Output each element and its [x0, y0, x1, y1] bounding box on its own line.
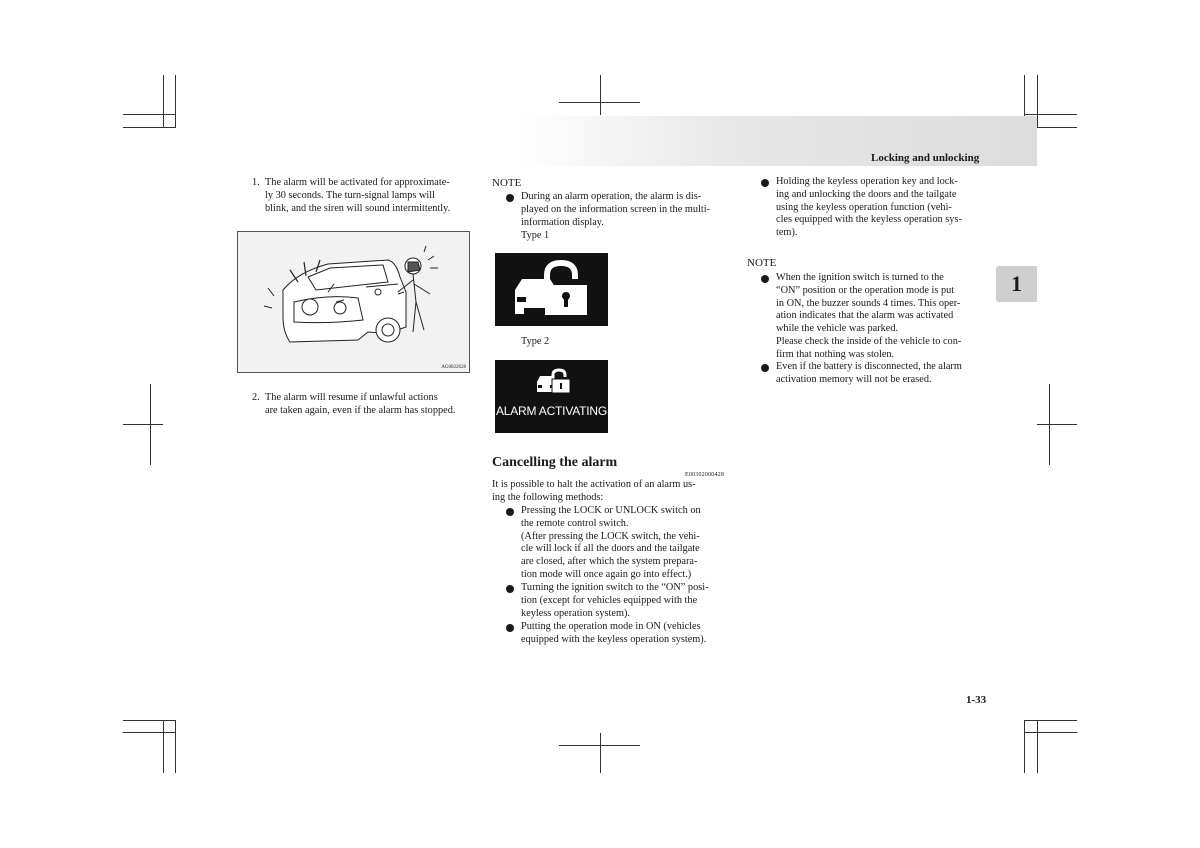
alarm-activating-text: ALARM ACTIVATING — [495, 404, 608, 418]
car-alarm-drawing — [238, 232, 469, 372]
bullet-marker — [506, 585, 514, 593]
bullet-marker — [506, 508, 514, 516]
cancel-code: E00302000428 — [685, 472, 725, 478]
alarm-illustration — [237, 231, 470, 373]
right-note-bullet2: Even if the battery is disconnected, the alarm activation memory will not be erased. — [776, 361, 962, 385]
item1-text: The alarm will be activated for approximate- ly 30 seconds. The turn-signal lamps will blink, and the siren will sound intermittently. — [265, 177, 451, 214]
type2-label: Type 2 — [521, 336, 550, 347]
right-bullet1: Holding the keyless operation key and lock- ing and unlocking the doors and the tailgate using the keyless operation function (vehi- cles equipped with the keyless operation sys- tem). — [776, 176, 962, 239]
note-label: NOTE — [492, 177, 522, 189]
cancel-bullet2: Turning the ignition switch to the “ON” posi- tion (except for vehicles equipped with the keyless operation system). — [521, 582, 709, 619]
bullet-marker — [761, 275, 769, 283]
bullet-marker — [506, 624, 514, 632]
type2-display — [495, 360, 608, 433]
cancel-intro: It is possible to halt the activation of an alarm us- ing the following methods: — [492, 479, 696, 503]
type1-display — [495, 253, 608, 326]
section-title: Locking and unlocking — [871, 152, 980, 164]
car-padlock-icon — [495, 360, 608, 400]
item1-number: 1. — [252, 177, 260, 188]
cancel-heading: Cancelling the alarm — [492, 455, 618, 470]
type1-label: Type 1 — [521, 230, 550, 241]
bullet-marker — [506, 194, 514, 202]
chapter-tab: 1 — [996, 266, 1037, 302]
cancel-bullet1: Pressing the LOCK or UNLOCK switch on the remote control switch. (After pressing the LOCK switch, the vehi- cle will lock if all the doors and the tailgate are closed, after which the system prepara- tion mode will once again go into effect.) — [521, 505, 701, 580]
figure-code: AG0022628 — [441, 365, 466, 370]
bullet-marker — [761, 364, 769, 372]
page-number: 1-33 — [966, 694, 987, 706]
cancel-bullet3: Putting the operation mode in ON (vehicles equipped with the keyless operation system). — [521, 621, 707, 645]
item2-number: 2. — [252, 392, 260, 403]
right-note-label: NOTE — [747, 257, 777, 269]
unlocked-padlock-car-icon — [495, 253, 608, 326]
note-text: During an alarm operation, the alarm is dis- played on the information screen in the multi- information display. — [521, 191, 711, 228]
item2-text: The alarm will resume if unlawful actions are taken again, even if the alarm has stopped. — [265, 392, 456, 416]
bullet-marker — [761, 179, 769, 187]
right-note-bullet1: When the ignition switch is turned to the “ON” position or the operation mode is put in ON, the buzzer sounds 4 times. This oper- ation indicates that the alarm was activated while the vehicle was parked. Please check the inside of the vehicle to con- firm that nothing was stolen. — [776, 272, 962, 360]
